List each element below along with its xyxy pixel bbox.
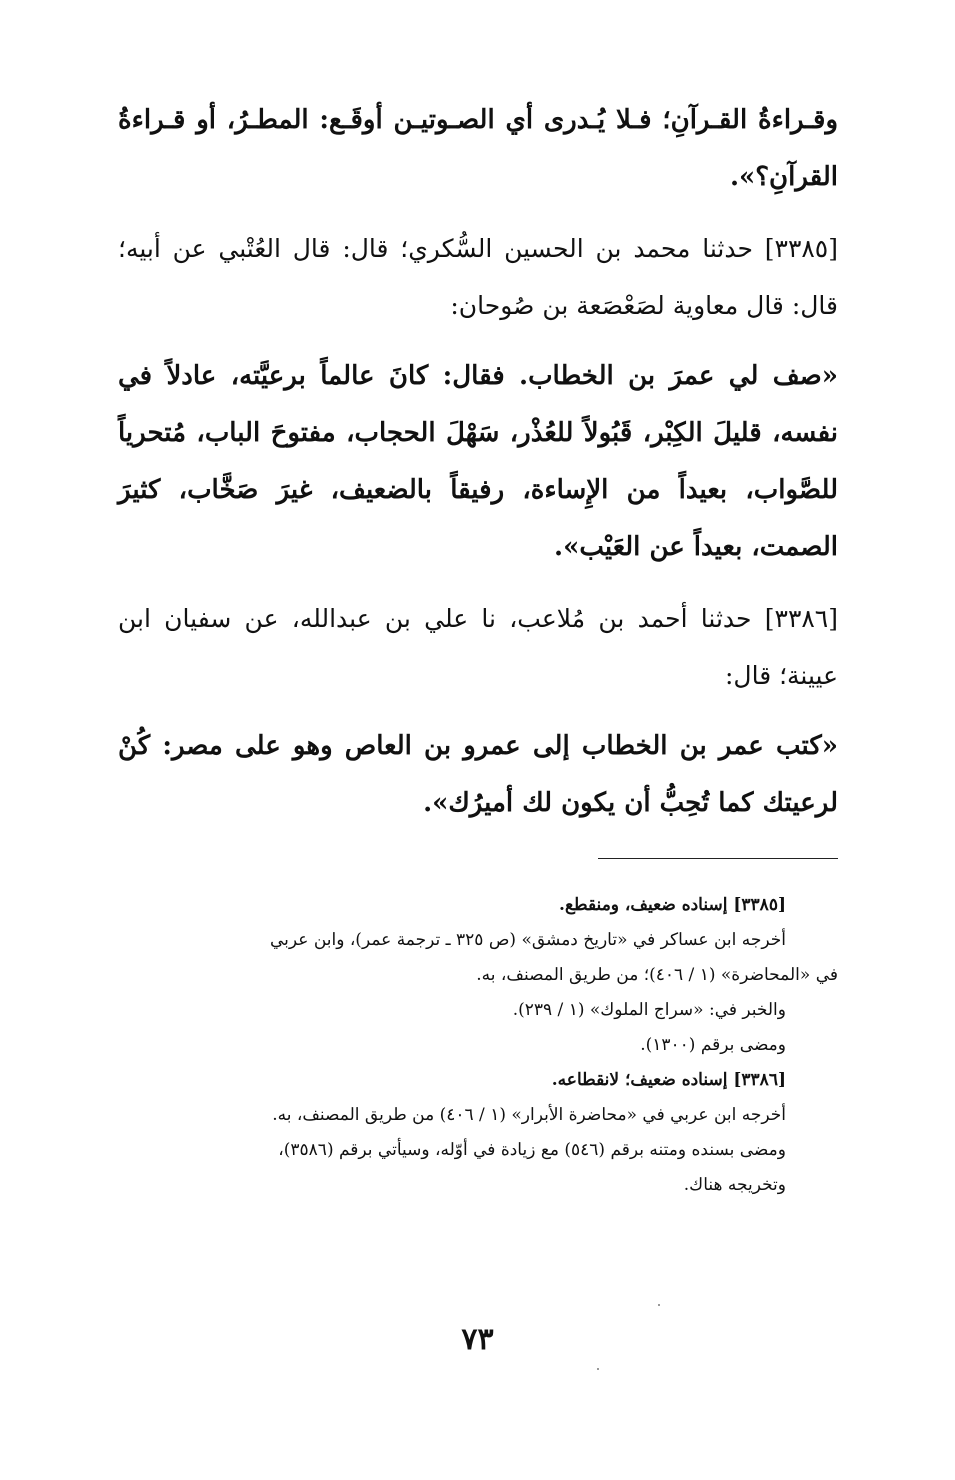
footnote-heading: [٣٣٨٦] إسناده ضعيف؛ لانقطاعه.	[551, 1070, 786, 1090]
quote-paragraph: «كتب عمر بن الخطاب إلى عمرو بن العاص وهو على مصر: كُنْ لرعيتك كما تُحِبُّ أن يكون لك أميرُك».	[118, 731, 838, 818]
footnotes	[112, 888, 838, 1203]
main-text	[118, 92, 838, 846]
footnote-line: أخرجه ابن عربي في «محاضرة الأبرار» (١ / ٤٠٦) من طريق المصنف، به.	[272, 1105, 786, 1125]
footnote-heading: [٣٣٨٥] إسناده ضعيف، ومنقطع.	[559, 895, 786, 915]
page-number: ٧٣	[461, 1322, 494, 1357]
quote-paragraph: وقـراءةُ القـرآنِ؛ فـلا يُـدرى أي الصـوتيـن أوقَـع: المطـرُ، أو قـراءةُ القرآنِ؟».	[118, 105, 838, 192]
footnote-line: ومضى بسنده ومتنه برقم (٥٤٦) مع زيادة في أوّله، وسيأتي برقم (٣٥٨٦)،	[278, 1140, 786, 1160]
quote-paragraph: «صف لي عمرَ بن الخطاب. فقال: كانَ عالماً برعيَّته، عادلاً في نفسه، قليلَ الكِبْر، قَبُولاً للعُذْر، سَهْلَ الحجاب، مفتوحَ الباب، مُتحرياً للصَّواب، بعيداً من الإِساءة، رفيقاً بالضعيف، غيرَ صَخَّاب، كثيرَ الصمت، بعيداً عن العَيْب».	[118, 361, 838, 562]
footnote-separator	[598, 858, 838, 859]
scan-speck	[658, 1304, 660, 1306]
footnote-line: وتخريجه هناك.	[683, 1175, 786, 1195]
narration-paragraph: [٣٣٨٥] حدثنا محمد بن الحسين السُّكري؛ قال: قال العُتْبي عن أبيه؛ قال: قال معاوية لصَعْصَعة بن صُوحان:	[118, 234, 838, 320]
footnote-line: في «المحاضرة» (١ / ٤٠٦)؛ من طريق المصنف، به.	[476, 965, 838, 985]
footnote-line: والخبر في: «سراج الملوك» (١ / ٢٣٩).	[512, 1000, 786, 1020]
narration-paragraph: [٣٣٨٦] حدثنا أحمد بن مُلاعب، نا علي بن عبدالله، عن سفيان ابن عيينة؛ قال:	[118, 604, 838, 690]
footnote-line: أخرجه ابن عساكر في «تاريخ دمشق» (ص ٣٢٥ ـ ترجمة عمر)، وابن عربي	[269, 930, 786, 950]
footnote-line: ومضى برقم (١٣٠٠).	[640, 1035, 786, 1055]
scan-speck	[597, 1368, 599, 1370]
